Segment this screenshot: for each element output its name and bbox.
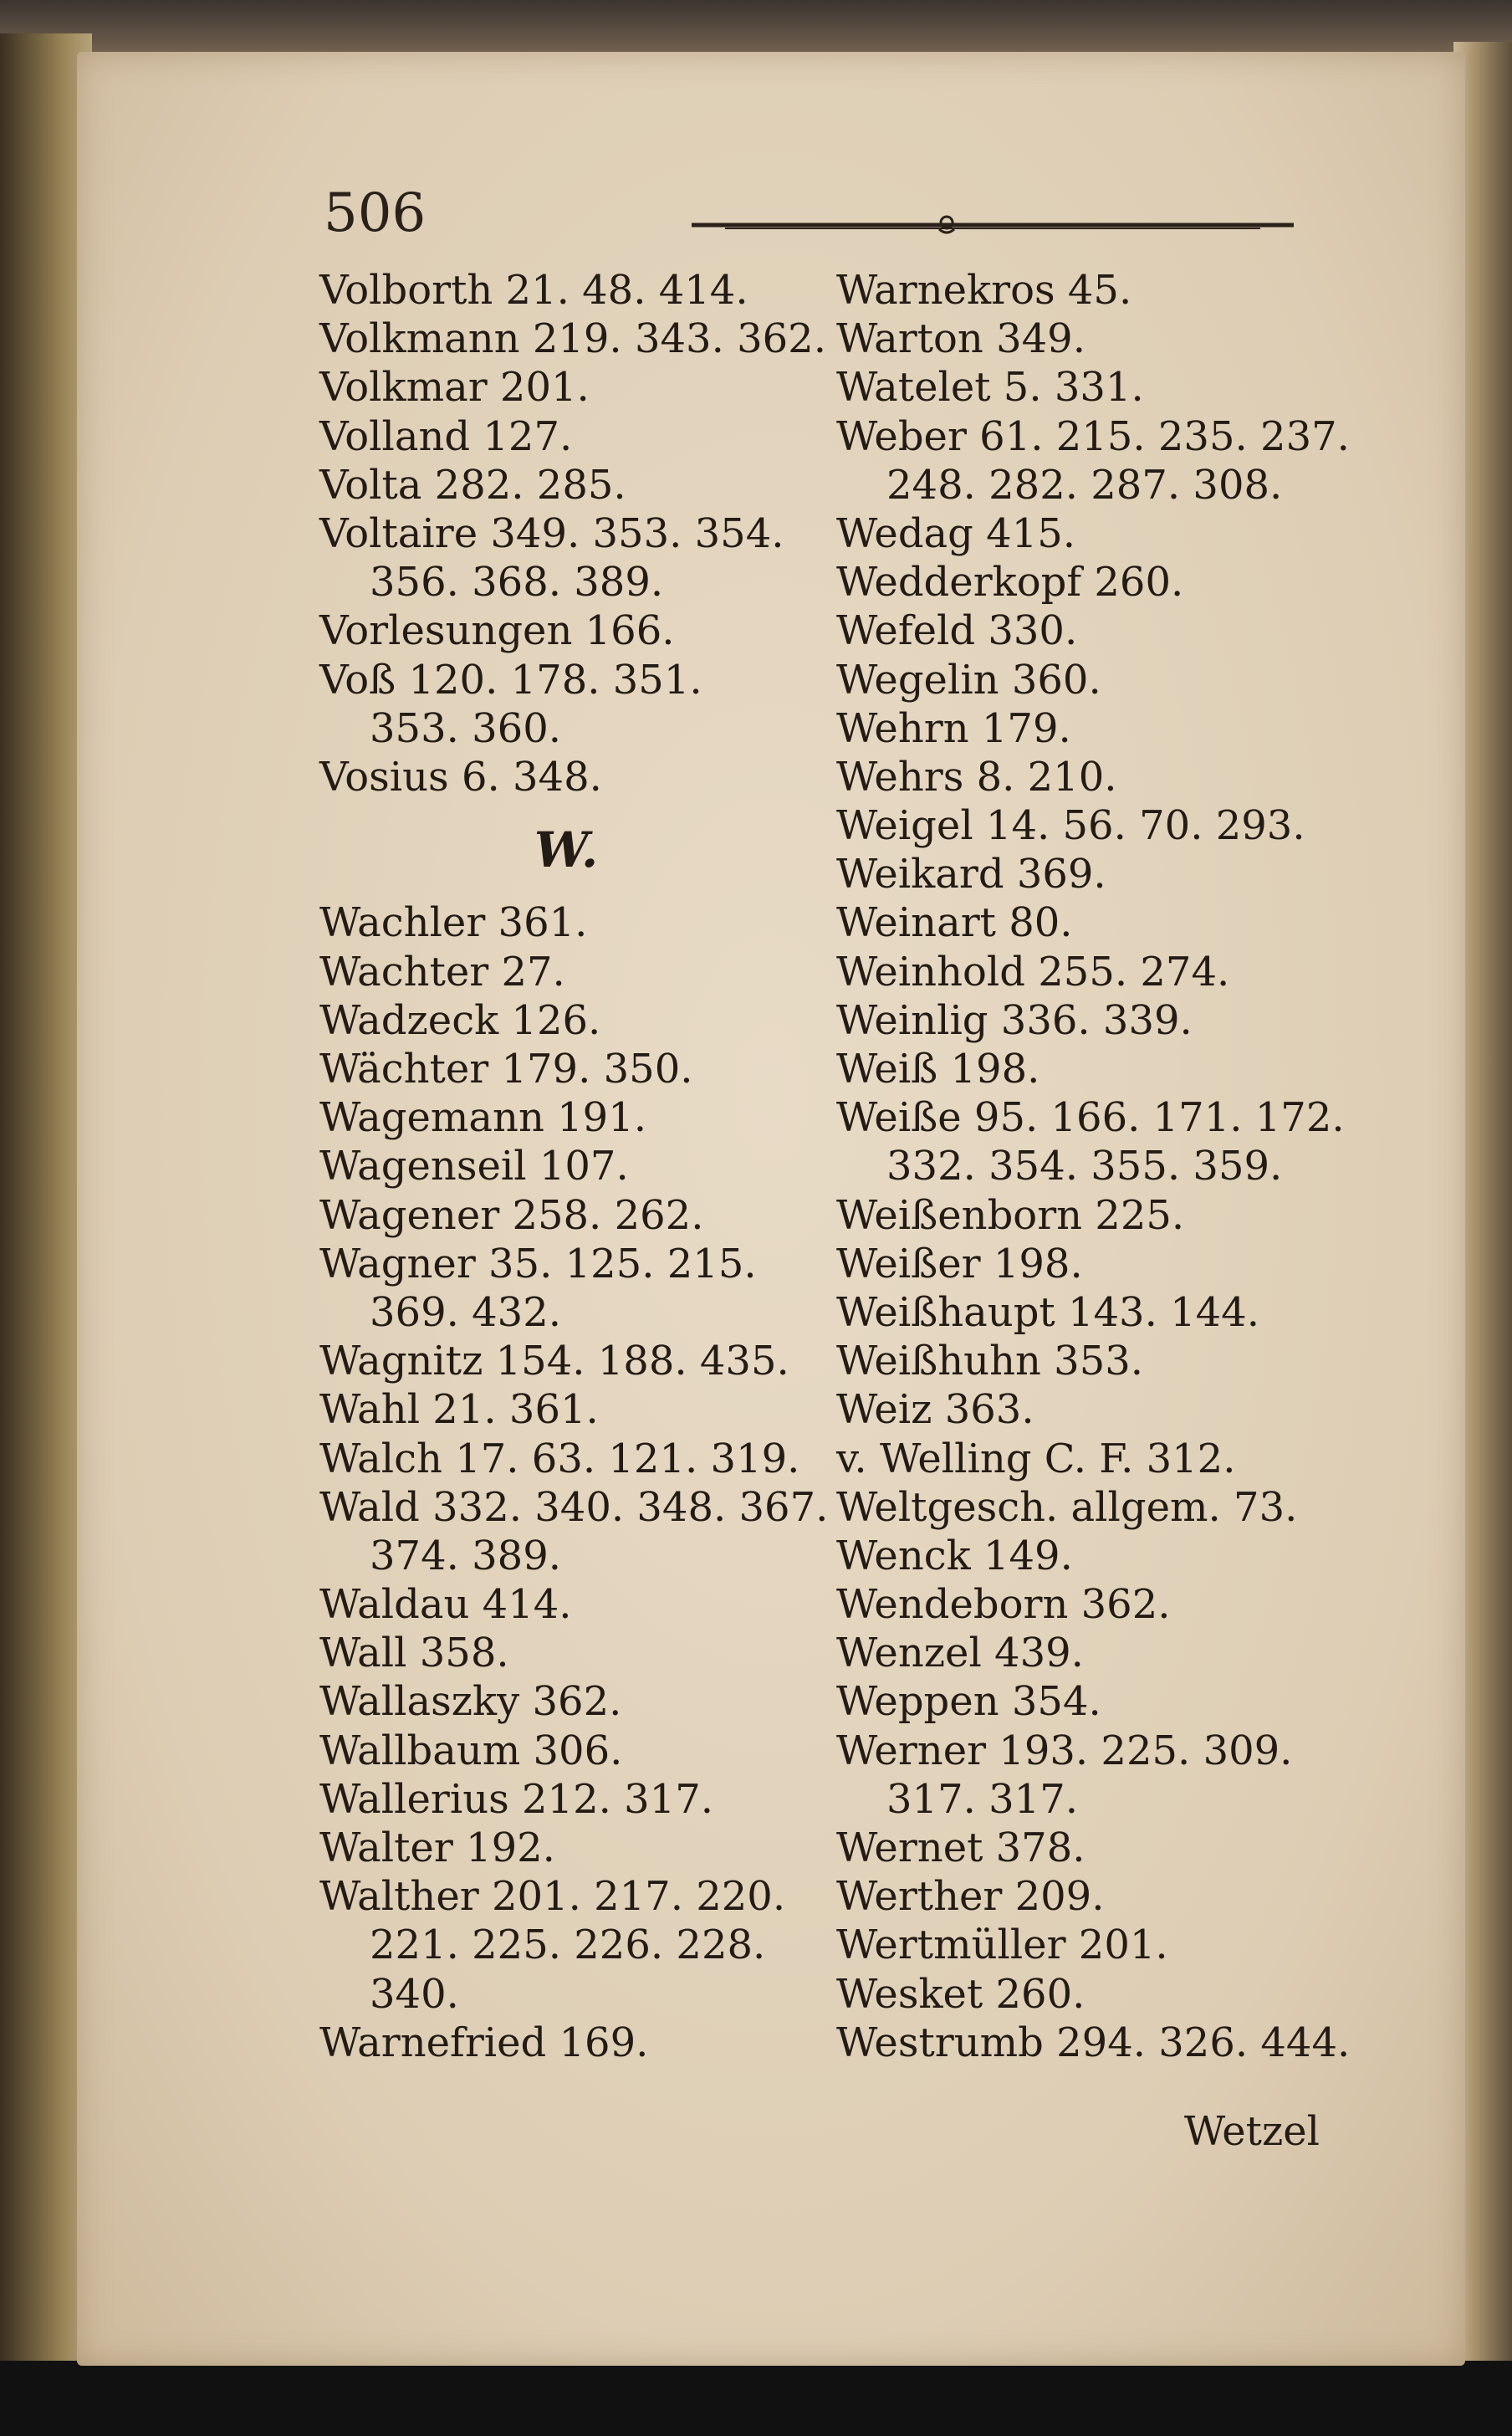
index-entry-continuation: 332. 354. 355. 359. (886, 1143, 1283, 1190)
index-entry: Weber 61. 215. 235. 237. (836, 412, 1350, 460)
index-entry: Weißhaupt 143. 144. (836, 1288, 1259, 1336)
index-column-right (836, 266, 1351, 2067)
index-entry: Voß 120. 178. 351. (319, 656, 702, 704)
index-entry: Weinhold 255. 274. (836, 948, 1230, 995)
index-entry: Walther 201. 217. 220. (319, 1873, 786, 1921)
index-entry: Werner 193. 225. 309. (836, 1727, 1293, 1774)
index-entry: Volta 282. 285. (319, 461, 626, 509)
index-entry: Weiz 363. (836, 1386, 1034, 1434)
index-entry: Weißenborn 225. (836, 1191, 1185, 1239)
index-entry: Wehrs 8. 210. (836, 753, 1117, 801)
index-entry: Weltgesch. allgem. 73. (836, 1483, 1298, 1531)
index-entry: Vorlesungen 166. (319, 607, 675, 655)
index-entry: Wenzel 439. (836, 1630, 1084, 1677)
index-entry: Warton 349. (836, 315, 1085, 363)
index-entry: Wenck 149. (836, 1532, 1073, 1579)
index-entry: Wahl 21. 361. (319, 1386, 599, 1434)
index-entry: Walch 17. 63. 121. 319. (319, 1435, 800, 1482)
index-entry: Volborth 21. 48. 414. (319, 267, 748, 314)
index-entry: v. Welling C. F. 312. (836, 1435, 1236, 1482)
index-entry: Wallaszky 362. (319, 1678, 622, 1726)
section-letter-heading: W. (534, 821, 599, 879)
index-entry: Wesket 260. (836, 1970, 1085, 2018)
index-entry-continuation: 369. 432. (370, 1288, 562, 1336)
index-entry: Voltaire 349. 353. 354. (319, 509, 784, 557)
index-entry: Weinart 80. (836, 899, 1073, 947)
index-entry: Westrumb 294. 326. 444. (836, 2019, 1351, 2066)
index-entry-continuation: 353. 360. (370, 704, 562, 752)
index-entry: Wald 332. 340. 348. 367. (319, 1483, 829, 1531)
index-entry: Weiße 95. 166. 171. 172. (836, 1094, 1345, 1142)
index-entry: Wagener 258. 262. (319, 1191, 704, 1239)
index-entry-continuation: 317. 317. (886, 1775, 1079, 1823)
page-number: 506 (324, 182, 427, 244)
index-entry: Wendeborn 362. (836, 1581, 1171, 1629)
index-entry: Wagemann 191. (319, 1094, 647, 1142)
index-entry: Wernet 378. (836, 1824, 1085, 1871)
header-ornament-rule (692, 212, 1294, 238)
index-entry: Volland 127. (319, 412, 573, 460)
index-entry-continuation: 374. 389. (370, 1532, 562, 1579)
index-entry: Weppen 354. (836, 1678, 1101, 1726)
index-entry: Wehrn 179. (836, 704, 1071, 752)
index-entry: Warnefried 169. (319, 2019, 649, 2066)
index-entry: Volkmann 219. 343. 362. (319, 315, 826, 363)
index-entry: Weikard 369. (836, 851, 1106, 898)
index-entry: Wadzeck 126. (319, 996, 601, 1044)
catchword: Wetzel (1183, 2108, 1320, 2155)
index-entry: Wagenseil 107. (319, 1143, 629, 1190)
index-entry: Wallbaum 306. (319, 1727, 623, 1774)
index-entry: Wefeld 330. (836, 607, 1078, 655)
index-entry: Warnekros 45. (836, 267, 1132, 314)
index-entry: Wagnitz 154. 188. 435. (319, 1338, 789, 1385)
index-entry: Volkmar 201. (319, 364, 590, 412)
index-entry: Watelet 5. 331. (836, 364, 1144, 412)
index-entry: Vosius 6. 348. (319, 753, 602, 801)
index-entry: Wachter 27. (319, 948, 565, 995)
index-entry: Waldau 414. (319, 1581, 572, 1629)
index-entry: Weiß 198. (836, 1046, 1040, 1093)
index-entry: Wagner 35. 125. 215. (319, 1240, 757, 1287)
index-entry-continuation: 221. 225. 226. 228. (370, 1922, 766, 1969)
index-column-left (319, 266, 829, 2067)
index-entry: Weinlig 336. 339. (836, 996, 1193, 1044)
index-entry: Wachler 361. (319, 899, 588, 947)
index-entry: Wall 358. (319, 1630, 509, 1677)
index-entry: Wedderkopf 260. (836, 559, 1184, 606)
index-entry: Weißer 198. (836, 1240, 1083, 1287)
index-entry: Werther 209. (836, 1873, 1105, 1921)
index-entry: Weigel 14. 56. 70. 293. (836, 802, 1305, 850)
index-entry: Wedag 415. (836, 509, 1076, 557)
index-entry-continuation: 340. (370, 1970, 459, 2018)
index-entry: Wächter 179. 350. (319, 1046, 693, 1093)
index-entry: Wallerius 212. 317. (319, 1775, 713, 1823)
book-top-edge (0, 0, 1512, 59)
index-entry: Weißhuhn 353. (836, 1338, 1144, 1385)
index-entry: Wegelin 360. (836, 656, 1101, 704)
background-band (0, 2361, 1512, 2436)
index-entry-continuation: 356. 368. 389. (370, 559, 664, 606)
page-header (324, 182, 1327, 258)
index-entry: Wertmüller 201. (836, 1922, 1168, 1969)
index-entry-continuation: 248. 282. 287. 308. (886, 461, 1283, 509)
index-entry: Walter 192. (319, 1824, 555, 1872)
